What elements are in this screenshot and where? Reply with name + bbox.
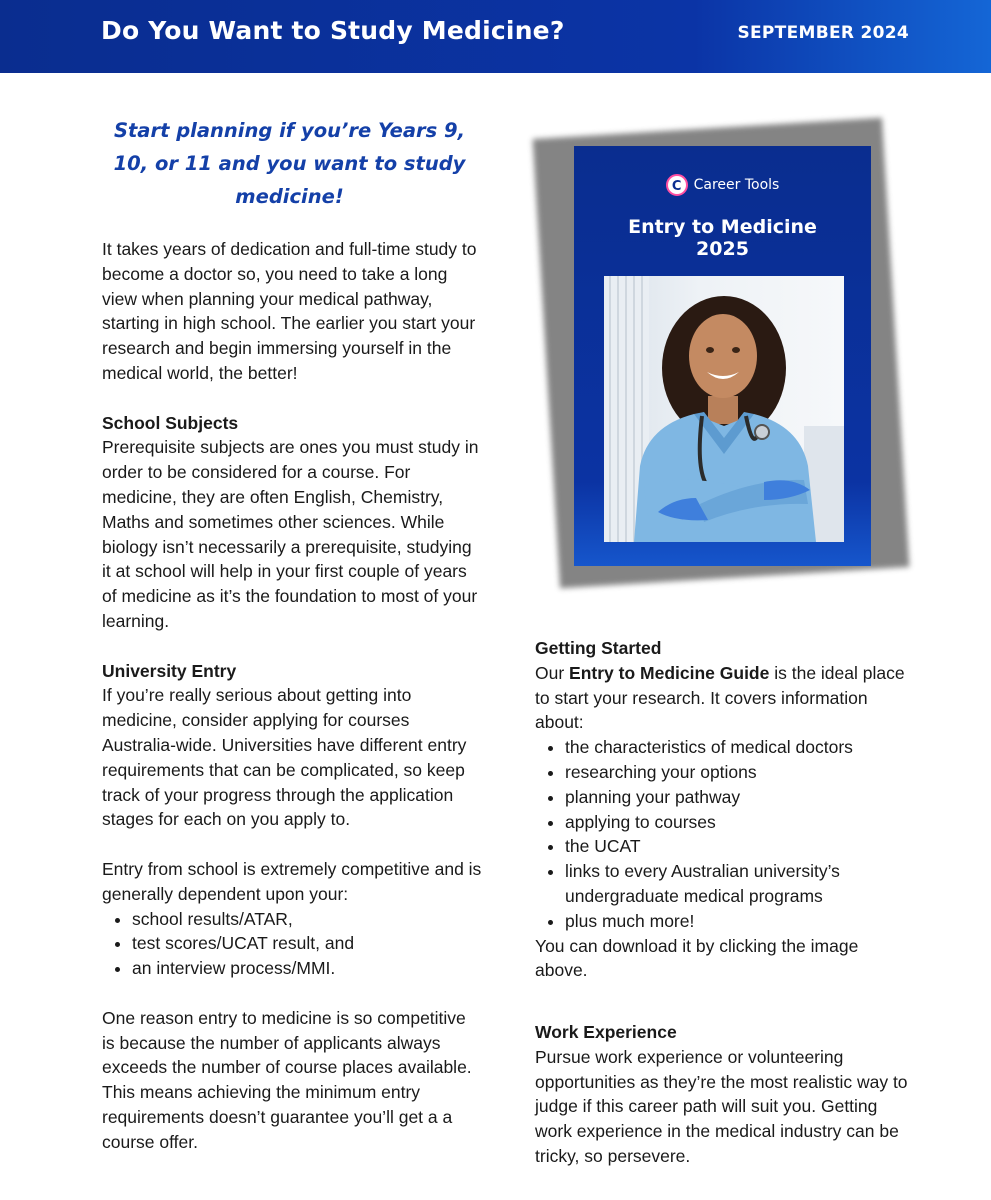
university-entry-text: If you’re really serious about getting into medicine, consider applying for courses Australia-wide. Universities have different entry requirements that can be complicated, so keep track of your progress through the application stages for each on you apply to. [102,685,467,830]
download-text: You can download it by clicking the image above. [535,935,859,981]
left-column [102,237,482,1154]
list-item: • the characteristics of medical doctors [565,735,915,760]
right-column [535,636,915,1169]
career-tools-logo-icon: C [666,174,688,196]
getting-started-heading: Getting Started [535,638,662,658]
school-subjects-text: Prerequisite subjects are ones you must study in order to be considered for a course. For medicine, they are often English, Chemistry, Maths and sometimes other sciences. While biology isn’t necessarily a prerequisite, studying it at school will help in your first couple of years of medicine as it’s the foundation to most of your learning. [102,437,479,631]
guide-cover-image[interactable] [574,146,871,566]
work-experience-text: Pursue work experience or volunteering opportunities as they’re the most realistic way to judge if this career path will suit you. Getting work experience in the medical industry can be tricky, so persevere. [535,1046,908,1166]
school-subjects-heading: School Subjects [102,412,239,433]
intro-heading: Start planning if you’re Years 9, 10, or 11 and you want to study medicine! [113,119,466,208]
getting-started-text-start: Our [535,662,570,683]
brand-name: Career Tools [693,177,780,193]
list-item: • planning your pathway [565,785,915,810]
header-banner [0,0,991,73]
entry-text: Entry from school is extremely competitive and is generally dependent upon your: [102,858,482,904]
guide-contents-list [535,735,915,933]
list-item: • researching your options [565,760,915,785]
list-item: • links to every Australian university’s undergraduate medical programs [565,859,915,909]
university-entry-heading: University Entry [102,660,237,681]
list-item: • plus much more! [565,909,915,934]
guide-title-line1: Entry to Medicine [628,216,817,238]
page-title: Do You Want to Study Medicine? [101,16,565,45]
list-item: • applying to courses [565,810,915,835]
guide-title-line2: 2025 [696,238,749,260]
guide-link[interactable]: Entry to Medicine Guide [569,662,770,683]
list-item: • the UCAT [565,834,915,859]
list-item: • test scores/UCAT result, and [132,931,482,956]
guide-title [574,216,871,260]
work-experience-heading: Work Experience [535,1021,677,1042]
list-item: • an interview process/MMI. [132,956,482,981]
doctor-photo [604,276,844,542]
competition-text: One reason entry to medicine is so competitive is because the number of applicants always exceeds the number of course places available. This means achieving the minimum entry requirements doesn’t guarantee you’ll get a a course offer. [102,1007,472,1152]
intro-paragraph: It takes years of dedication and full-time study to become a doctor so, you need to take a long view when planning your medical pathway, starting in high school. The earlier you start your research and begin immersing yourself in the medical world, the better! [102,239,477,383]
entry-list [102,907,482,981]
list-item: • school results/ATAR, [132,907,482,932]
issue-date: SEPTEMBER 2024 [737,23,909,43]
getting-started-text-end: is the ideal place to start your research. It covers information about: [535,662,905,733]
brand-label [574,174,871,196]
getting-started-text [535,661,915,735]
